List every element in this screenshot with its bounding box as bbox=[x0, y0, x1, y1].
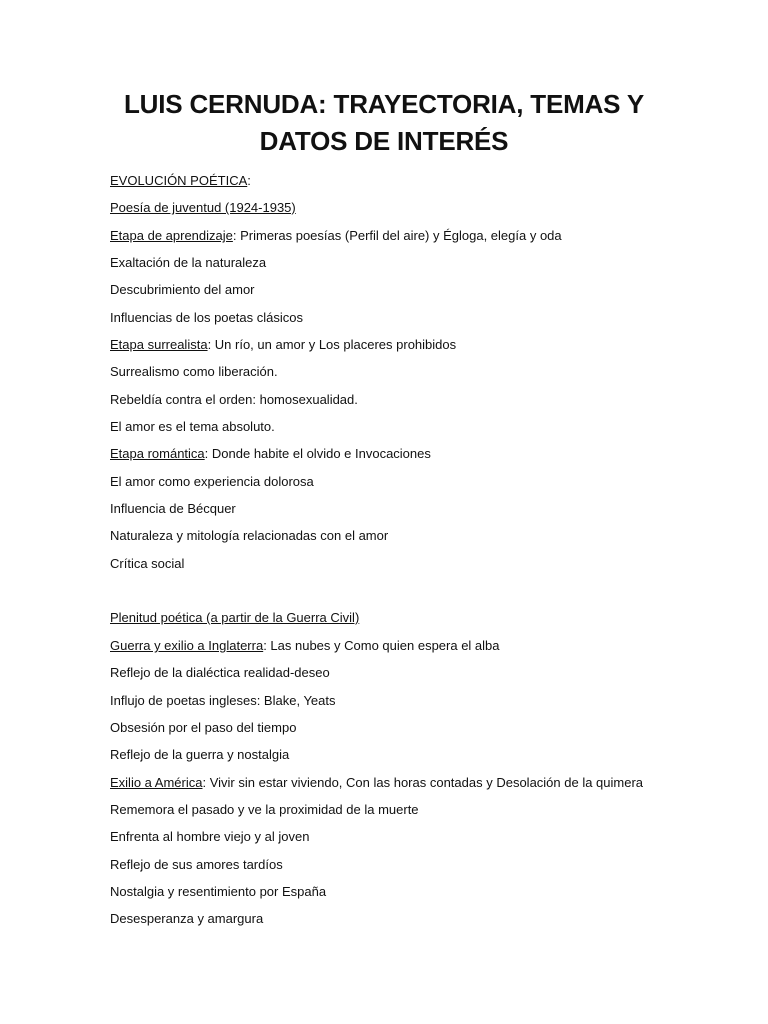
line-text: Rememora el pasado y ve la proximidad de la muerte bbox=[110, 802, 419, 817]
line-text: Nostalgia y resentimiento por España bbox=[110, 884, 327, 899]
line-text: Descubrimiento del amor bbox=[110, 282, 255, 297]
list-item bbox=[110, 282, 730, 298]
line-text: Rebeldía contra el orden: homosexualidad. bbox=[110, 392, 358, 407]
line-text: Influencias de los poetas clásicos bbox=[110, 310, 303, 325]
line-text: : Vivir sin estar viviendo, Con las horas contadas y Desolación de la quimera bbox=[202, 775, 644, 790]
stage-romantica bbox=[110, 446, 730, 462]
line-heading: Exilio a América bbox=[110, 775, 203, 790]
list-item bbox=[110, 392, 730, 408]
list-item bbox=[110, 474, 730, 490]
line-text: Reflejo de la dialéctica realidad-deseo bbox=[110, 665, 330, 680]
list-item bbox=[110, 693, 730, 709]
line-heading: Guerra y exilio a Inglaterra bbox=[110, 638, 264, 653]
list-item bbox=[110, 419, 730, 435]
line-heading: EVOLUCIÓN POÉTICA bbox=[110, 173, 248, 188]
line-heading: Plenitud poética (a partir de la Guerra Civil) bbox=[110, 610, 360, 625]
line-heading: Etapa romántica bbox=[110, 446, 205, 461]
list-item bbox=[110, 665, 730, 681]
line-text: Influencia de Bécquer bbox=[110, 501, 236, 516]
line-text: Influjo de poetas ingleses: Blake, Yeats bbox=[110, 693, 336, 708]
line-text: : Un río, un amor y Los placeres prohibidos bbox=[207, 337, 457, 352]
line-text: El amor es el tema absoluto. bbox=[110, 419, 275, 434]
line-text: Enfrenta al hombre viejo y al joven bbox=[110, 829, 310, 844]
line-text: : bbox=[247, 173, 251, 188]
line-text: Reflejo de sus amores tardíos bbox=[110, 857, 283, 872]
stage-america bbox=[110, 775, 730, 791]
list-item bbox=[110, 884, 730, 900]
list-item bbox=[110, 720, 730, 736]
period-heading-plenitud bbox=[110, 610, 730, 626]
line-text: Crítica social bbox=[110, 556, 185, 571]
list-item bbox=[110, 364, 730, 380]
line-text: : Donde habite el olvido e Invocaciones bbox=[204, 446, 431, 461]
list-item bbox=[110, 501, 730, 517]
period-heading-juventud bbox=[110, 200, 730, 216]
line-text: Naturaleza y mitología relacionadas con el amor bbox=[110, 528, 389, 543]
list-item bbox=[110, 528, 730, 544]
line-text: Exaltación de la naturaleza bbox=[110, 255, 267, 270]
stage-inglaterra bbox=[110, 638, 730, 654]
line-text: Desesperanza y amargura bbox=[110, 911, 264, 926]
list-item bbox=[110, 556, 730, 572]
line-text: Surrealismo como liberación. bbox=[110, 364, 278, 379]
line-heading: Poesía de juventud (1924-1935) bbox=[110, 200, 296, 215]
line-text: : Primeras poesías (Perfil del aire) y Égloga, elegía y oda bbox=[232, 228, 562, 243]
list-item bbox=[110, 255, 730, 271]
title-line-2: DATOS DE INTERÉS bbox=[259, 126, 509, 156]
list-item bbox=[110, 829, 730, 845]
document-title bbox=[100, 86, 668, 160]
stage-surrealista bbox=[110, 337, 730, 353]
list-item bbox=[110, 747, 730, 763]
list-item bbox=[110, 911, 730, 927]
list-item bbox=[110, 310, 730, 326]
stage-aprendizaje bbox=[110, 228, 730, 244]
title-line-1: LUIS CERNUDA: TRAYECTORIA, TEMAS Y bbox=[124, 89, 644, 119]
section-heading-evolucion bbox=[110, 173, 730, 189]
line-heading: Etapa de aprendizaje bbox=[110, 228, 233, 243]
line-text: Reflejo de la guerra y nostalgia bbox=[110, 747, 290, 762]
list-item bbox=[110, 802, 730, 818]
line-heading: Etapa surrealista bbox=[110, 337, 208, 352]
line-text: Obsesión por el paso del tiempo bbox=[110, 720, 297, 735]
list-item bbox=[110, 857, 730, 873]
line-text: El amor como experiencia dolorosa bbox=[110, 474, 314, 489]
line-text: : Las nubes y Como quien espera el alba bbox=[263, 638, 500, 653]
